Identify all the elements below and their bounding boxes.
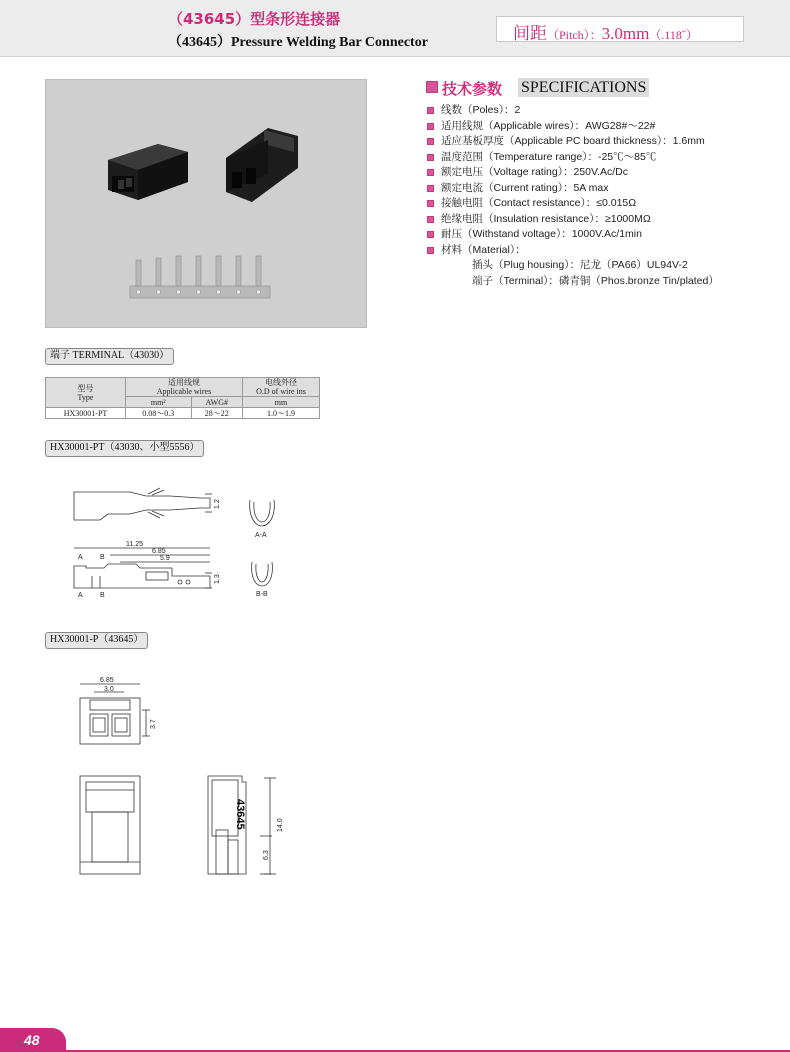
dim-total: 11.25: [126, 541, 143, 548]
spec-text: 接触电阻（Contact resistance）：≤0.015Ω: [441, 197, 637, 209]
bullet-icon: [427, 200, 434, 207]
spec-text: 温度范围（Temperature range）：-25℃～85℃: [441, 150, 657, 163]
section-aa-label: A-A: [255, 532, 267, 539]
section-bb-label: B-B: [256, 591, 268, 598]
cell-type: HX30001-PT: [46, 408, 126, 419]
housing-drawing: [60, 670, 310, 885]
terminal-table: [45, 377, 320, 419]
cell-mm2: 0.08～0.3: [126, 408, 192, 419]
pitch-box: [496, 16, 744, 42]
th-type: [46, 378, 126, 408]
dim-mid: 6.85: [152, 548, 166, 555]
bullet-icon: [427, 154, 434, 161]
drawing1-label: HX30001-PT（43030、小型5556）: [45, 440, 204, 457]
title-english: （43645）Pressure Welding Bar Connector: [168, 35, 428, 50]
drawing2-label: HX30001-P（43645）: [45, 632, 148, 649]
page-number: 48: [24, 1032, 40, 1048]
th-mm2: mm²: [126, 397, 192, 408]
bullet-icon: [427, 123, 434, 130]
dim-h2: 1.3: [214, 574, 221, 584]
connector-right-image: [226, 128, 298, 202]
th-awg: AWG#: [191, 397, 242, 408]
terminal-drawing: [60, 480, 300, 610]
terminal-section-label: 端子 TERMINAL（43030）: [45, 348, 174, 365]
spec-text: 线数（Poles）：2: [441, 104, 521, 116]
th-type-cn: 型号: [77, 383, 94, 393]
spec-item: [427, 119, 787, 135]
spec-material-plug: 插头（Plug housing）：尼龙（PA66）UL94V-2: [472, 259, 688, 271]
bullet-icon: [426, 81, 438, 93]
bullet-icon: [427, 107, 434, 114]
th-od-en: O.D of wire ins: [256, 387, 306, 396]
page-header: [0, 0, 790, 57]
bullet-icon: [427, 231, 434, 238]
dim-small: 5.9: [160, 555, 170, 562]
spec-text: 绝缘电阻（Insulation resistance）：≥1000MΩ: [441, 212, 651, 225]
bullet-icon: [427, 185, 434, 192]
spec-item: [427, 227, 787, 243]
connector-photo-illustration: [46, 80, 366, 327]
specifications-heading-cn: 技术参数: [442, 80, 503, 98]
pitch-text: [513, 19, 698, 44]
th-mm: mm: [243, 397, 320, 408]
spec-item: [427, 196, 787, 212]
dim-h1: 1.2: [214, 499, 221, 509]
th-wire-en: Applicable wires: [156, 387, 212, 396]
dim-lower-height: 6.3: [263, 850, 270, 860]
spec-text: 适应基板厚度（Applicable PC board thickness）：1.6mm: [441, 135, 705, 147]
th-wire: [126, 378, 243, 397]
mark-a-bottom: A: [78, 592, 83, 599]
table-row: [46, 408, 320, 419]
product-photo: [45, 79, 367, 328]
bullet-icon: [427, 216, 434, 223]
spec-text: 材料（Material）：: [441, 243, 526, 256]
dim-pitch: 3.0: [104, 686, 114, 693]
pitch-label: （Pitch）：: [547, 28, 602, 42]
specifications-heading-en: SPECIFICATIONS: [518, 78, 649, 97]
spec-item: [427, 150, 787, 166]
dim-width: 6.85: [100, 677, 114, 684]
mark-b-bottom: B: [100, 592, 105, 599]
spec-item: [427, 212, 787, 228]
cell-awg: 28～22: [191, 408, 242, 419]
spec-material-terminal: 端子（Terminal）：磷青铜（Phos.bronze Tin/plated）: [472, 274, 719, 287]
spec-item: [427, 243, 787, 259]
cell-od: 1.0～1.9: [243, 408, 320, 419]
spec-text: 额定电流（Current rating）：5A max: [441, 181, 609, 194]
spec-item: [427, 134, 787, 150]
th-wire-cn: 适用线规: [168, 378, 200, 387]
dim-total-height: 14.0: [277, 818, 284, 832]
part-mark: 43645: [234, 799, 246, 830]
dim-height: 3.7: [150, 719, 157, 729]
bullet-icon: [427, 247, 434, 254]
spec-text: 适用线规（Applicable wires）：AWG28#～22#: [441, 119, 656, 132]
spec-text: 耐压（Withstand voltage）：1000V.Ac/1min: [441, 228, 642, 240]
spec-item: [427, 181, 787, 197]
specifications-list: [427, 103, 787, 289]
spec-item: [427, 165, 787, 181]
mark-b-top: B: [100, 554, 105, 561]
mark-a-top: A: [78, 554, 83, 561]
title-chinese: （43645）型条形连接器: [168, 10, 341, 28]
bullet-icon: [427, 138, 434, 145]
connector-left-image: [108, 144, 188, 200]
pitch-inch: （.118˝）: [649, 28, 698, 42]
th-od-cn: 电线外径: [265, 378, 297, 387]
th-od: [243, 378, 320, 397]
pitch-value: 3.0mm: [601, 24, 650, 43]
spec-item: [427, 103, 787, 119]
spec-text: 额定电压（Voltage rating）：250V.Ac/Dc: [441, 166, 628, 178]
page-number-tab: [0, 1028, 66, 1052]
th-type-en: Type: [77, 392, 94, 402]
pitch-cn: 间距: [513, 24, 547, 43]
terminal-strip-image: [130, 256, 270, 298]
bullet-icon: [427, 169, 434, 176]
